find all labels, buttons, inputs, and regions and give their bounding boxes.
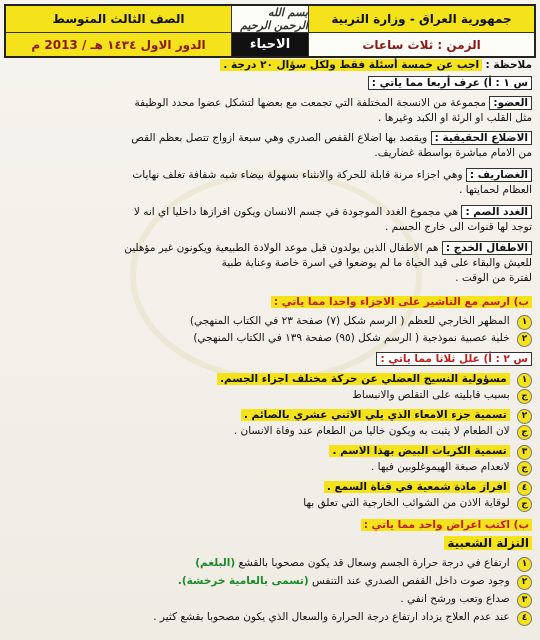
round-label: الدور الاول ١٤٣٤ هـ / 2013 م <box>6 33 231 56</box>
number-badge: ٤ <box>517 611 532 626</box>
number-badge: ١ <box>517 373 532 388</box>
republic-label: جمهورية العراق - وزارة التربية <box>309 6 534 33</box>
term-line <box>8 220 532 234</box>
symptom-text: وجود صوت داخل القفص الصدري عند التنفس <box>311 575 510 587</box>
grade-label: الصف الثالث المتوسط <box>6 6 231 33</box>
term-text: لفترة من الوقت . <box>455 272 532 284</box>
symptom-text: ارتفاع في درجة حرارة الجسم وسعال قد يكون مصحوبا بالقشع <box>238 557 510 569</box>
question-line <box>8 444 532 460</box>
number-badge: ٣ <box>517 593 532 608</box>
number-badge: ٢ <box>517 332 532 347</box>
answer-line <box>8 388 532 404</box>
q1a-title-line <box>8 76 532 90</box>
exam-header <box>4 4 536 58</box>
q1b-title: ب) ارسم مع التاشير على الاجزاء واحدا مما ياتي : <box>271 296 532 308</box>
question-line <box>8 480 532 496</box>
note-line <box>8 58 532 72</box>
answer-badge: ج <box>517 425 532 440</box>
number-badge: ١ <box>517 557 532 572</box>
answer-badge: ج <box>517 461 532 476</box>
q2b-title-line <box>8 518 532 532</box>
term-text: هي مجموع الغدد الموجودة في جسم الانسان ويكون افرازها داخليا اي انه لا <box>133 206 459 218</box>
answer-badge: ج <box>517 497 532 512</box>
term-line <box>8 205 532 219</box>
question-line <box>8 408 532 424</box>
reason-answer: بسبب قابليته على التقلص والانبساط <box>352 389 510 401</box>
answer-badge: ج <box>517 389 532 404</box>
term-text: للعيش والبقاء على قيد الحياة ما لم يوضعوا في اسرة خاصة وعناية طبية <box>221 257 532 269</box>
answer-line <box>8 496 532 512</box>
q1a-title: س ١ : أ) عرف أربعا مما ياتي : <box>368 76 532 90</box>
term-text: مثل القلب او الرئة او الكبد وغيرها . <box>378 112 532 124</box>
term-text: من الامام مباشرة بواسطة غضاريف. <box>374 147 532 159</box>
time-label: الزمن : ثلاث ساعات <box>362 37 481 52</box>
subject-label: الاحياء <box>231 33 309 56</box>
disease-name: النزلة الشعبية <box>444 536 532 550</box>
term-cartilage: الغضاريف : <box>466 168 532 182</box>
reason-answer: لوقاية الاذن من الشوائب الخارجية التي تعلق بها <box>303 497 510 509</box>
answer-line <box>8 424 532 440</box>
term-text: مجموعة من الانسجة المختلفة التي تجمعت مع بعضها لتشكل عضوا محدد الوظيفة <box>134 97 487 109</box>
term-line <box>8 241 532 255</box>
reason-question: افراز مادة شمعية في قناة السمع . <box>324 481 510 493</box>
term-line <box>8 271 532 285</box>
symptom-text: صداع وتعب ورشح انفي . <box>400 593 510 605</box>
term-text: هم الاطفال الذين يولدون قبل موعد الولادة الطبيعية ويكونون غير مؤهلين <box>124 242 439 254</box>
symptom-text: عند عدم العلاج يزداد ارتفاع درجة الحرارة والسعال الذي يكون مصحوبا بقشع كثير . <box>153 611 510 623</box>
list-item <box>8 314 532 330</box>
term-line <box>8 256 532 270</box>
term-endocrine: الغدد الصم : <box>461 205 532 219</box>
term-line <box>8 131 532 145</box>
q2a-title-line <box>8 352 532 366</box>
term-line <box>8 146 532 160</box>
symptom-extra: (تسمى بالعامية خرخشة). <box>177 575 309 587</box>
q2a-title: س ٢ : أ) علل ثلاثا مما ياتي : <box>376 352 532 366</box>
number-badge: ٢ <box>517 575 532 590</box>
term-true-ribs: الاضلاع الحقيقية : <box>431 131 532 145</box>
draw-item: خلية عصبية نموذجية ( الرسم شكل (٩٥) صفحة ١٣٩ في الكتاب المنهجي) <box>193 332 510 344</box>
term-text: توجد لها قنوات الى خارج الجسم . <box>384 221 532 233</box>
list-item <box>8 331 532 347</box>
disease-line <box>8 536 532 551</box>
number-badge: ٢ <box>517 409 532 424</box>
term-text: وهي اجزاء مرنة قابلة للحركة والانثناء بسهولة بيضاء شبه شفافة تغلف نهايات <box>132 169 463 181</box>
reason-answer: لانعدام صبغة الهيموغلوبين فيها . <box>370 461 510 473</box>
symptom-line <box>8 610 532 626</box>
reason-question: تسمية جزء الامعاء الذي يلي الاثني عشري بالصائم . <box>241 409 510 421</box>
symptom-line <box>8 592 532 608</box>
term-line <box>8 96 532 110</box>
term-text: العظام لحمايتها . <box>459 184 532 196</box>
number-badge: ١ <box>517 315 532 330</box>
basmala: بسم الله الرحمن الرحيم <box>231 6 309 33</box>
note-label: ملاحظة : <box>485 59 532 71</box>
symptom-extra: (البلغم) <box>195 557 236 569</box>
answer-line <box>8 460 532 476</box>
term-line <box>8 111 532 125</box>
term-line <box>8 168 532 182</box>
term-organ: العضو: <box>489 96 532 110</box>
term-premature: الاطفال الخدج : <box>442 241 532 255</box>
q1b-title-line <box>8 295 532 309</box>
term-line <box>8 183 532 197</box>
symptom-line <box>8 574 532 590</box>
q2b-title: ب) اكتب اعراض واحد مما ياتي : <box>361 519 532 531</box>
symptom-line <box>8 556 532 572</box>
reason-question: مسؤولية النسيج العضلي عن حركة مختلف اجزاء الجسم. <box>217 373 510 385</box>
reason-answer: لان الطعام لا يثبت به ويكون خاليا من الطعام عند وفاة الانسان . <box>233 425 510 437</box>
number-badge: ٤ <box>517 481 532 496</box>
question-line <box>8 372 532 388</box>
number-badge: ٣ <box>517 445 532 460</box>
note-text: اجب عن خمسة أسئلة فقط ولكل سؤال ٢٠ درجة . <box>220 59 482 71</box>
term-text: ويقصد بها اضلاع القفص الصدري وهي سبعة ازواج تتصل بعظم القص <box>131 132 428 144</box>
draw-item: المظهر الخارجي للعظم ( الرسم شكل (٧) صفحة ٢٣ في الكتاب المنهجي) <box>189 315 510 327</box>
reason-question: تسمية الكريات البيض بهذا الاسم . <box>329 445 509 457</box>
